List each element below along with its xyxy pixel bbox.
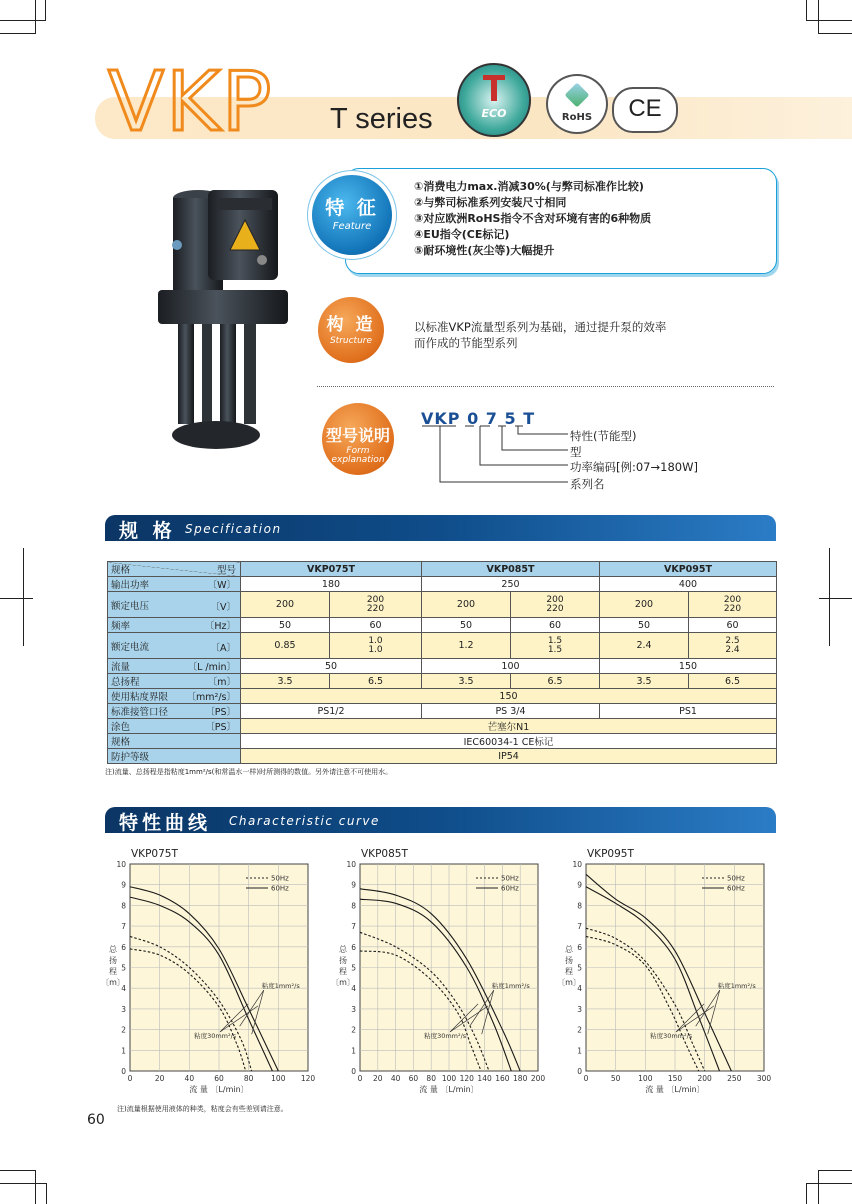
row-label: 输出功率 〔W〕 — [108, 577, 241, 592]
y-tick-label: 4 — [577, 984, 582, 994]
crop-mark — [806, 1183, 807, 1204]
y-tick-label: 0 — [351, 1067, 356, 1076]
y-tick-label: 5 — [577, 963, 582, 973]
y-axis-label: 扬 — [339, 956, 347, 965]
corner-cell — [108, 562, 241, 577]
viscosity-1-label: 粘度1mm²/s — [717, 982, 756, 991]
x-tick-label: 80 — [243, 1074, 254, 1083]
ce-badge — [612, 87, 678, 133]
viscosity-30-label: 粘度30mm²/s — [424, 1031, 467, 1040]
table-cell: 2.5 2.4 — [689, 633, 777, 659]
table-cell: PS1 — [600, 704, 777, 719]
y-tick-label: 9 — [351, 880, 356, 890]
x-tick-label: 0 — [357, 1074, 363, 1083]
y-axis-label: 〔m〕 — [101, 978, 125, 987]
y-tick-label: 1 — [121, 1046, 126, 1056]
legend-label-50hz: 50Hz — [271, 874, 289, 883]
y-axis-label: 总 — [339, 945, 347, 954]
table-cell: 250 — [422, 577, 600, 592]
y-tick-label: 9 — [577, 880, 582, 890]
legend-label-60hz: 60Hz — [727, 884, 745, 893]
table-row — [108, 562, 777, 577]
x-tick-label: 180 — [513, 1074, 528, 1083]
table-cell: 60 — [689, 618, 777, 633]
y-tick-label: 6 — [577, 942, 582, 952]
x-tick-label: 60 — [408, 1074, 419, 1083]
table-row — [108, 704, 777, 719]
x-tick-label: 100 — [638, 1074, 653, 1083]
table-row — [108, 633, 777, 659]
form-circle — [322, 403, 394, 475]
ce-label: CE — [628, 95, 662, 122]
viscosity-30-label: 粘度30mm²/s — [194, 1031, 237, 1040]
y-tick-label: 0 — [121, 1067, 126, 1076]
model-header: VKP085T — [422, 562, 600, 577]
y-tick-label: 10 — [116, 860, 126, 869]
corner-left: 规格 — [111, 565, 131, 576]
y-tick-label: 3 — [577, 1004, 582, 1014]
table-cell: 50 — [241, 618, 330, 633]
y-tick-label: 0 — [577, 1067, 582, 1076]
table-row — [108, 734, 777, 749]
y-tick-label: 1 — [577, 1046, 582, 1056]
table-row — [108, 577, 777, 592]
table-cell: 3.5 — [422, 674, 511, 689]
x-tick-label: 300 — [756, 1074, 772, 1083]
table-row — [108, 592, 777, 618]
crop-mark — [818, 0, 819, 33]
feature-label: 特 征 — [325, 197, 379, 219]
rohs-badge — [546, 74, 608, 134]
row-label: 防护等级 — [108, 749, 241, 764]
structure-text — [414, 319, 714, 351]
crop-mark — [818, 33, 852, 34]
y-tick-label: 3 — [121, 1004, 126, 1014]
y-axis-label: 扬 — [565, 956, 573, 965]
divider — [317, 386, 774, 387]
crop-mark — [0, 1170, 35, 1171]
y-axis-label: 总 — [109, 945, 117, 954]
feature-item: ②与弊司标准系列安装尺寸相同 — [414, 196, 567, 209]
table-cell: 1.5 1.5 — [511, 633, 600, 659]
row-label: 涂色 〔PS〕 — [108, 719, 241, 734]
y-axis-label: 总 — [565, 945, 573, 954]
table-cell: 150 — [600, 659, 777, 674]
x-tick-label: 20 — [154, 1074, 165, 1083]
crop-mark — [806, 1183, 852, 1184]
structure-circle — [318, 297, 384, 363]
table-cell: 芒塞尔N1 — [241, 719, 777, 734]
y-axis-label: 程 — [565, 967, 573, 976]
chart-title: VKP095T — [587, 848, 634, 860]
curve-chart-vkp095t — [556, 856, 782, 1096]
row-label: 标准接管口径 〔PS〕 — [108, 704, 241, 719]
corner-right: 型号 — [216, 565, 236, 576]
table-cell: 3.5 — [241, 674, 330, 689]
table-cell: 200 — [600, 592, 689, 618]
feature-item: ⑤耐环境性(灰尘等)大幅提升 — [414, 244, 555, 257]
y-tick-label: 10 — [346, 860, 356, 869]
x-tick-label: 0 — [583, 1074, 589, 1083]
row-label: 使用粘度界限 〔mm²/s〕 — [108, 689, 241, 704]
y-tick-label: 6 — [121, 942, 126, 952]
chart-title: VKP075T — [131, 848, 178, 860]
table-cell: 6.5 — [511, 674, 600, 689]
eco-t-icon — [483, 75, 505, 101]
rohs-label: RoHS — [561, 112, 593, 123]
y-tick-label: 5 — [121, 963, 126, 973]
brand-logo: VKP — [108, 55, 274, 150]
rohs-cube-icon — [565, 83, 590, 108]
y-tick-label: 4 — [121, 984, 126, 994]
spec-table — [107, 561, 777, 764]
legend-label-60hz: 60Hz — [501, 884, 519, 893]
feature-circle — [312, 175, 392, 255]
y-tick-label: 10 — [572, 860, 582, 869]
y-tick-label: 8 — [121, 901, 126, 911]
crop-mark — [45, 0, 46, 20]
curve-section-title-en: Characteristic curve — [229, 814, 380, 828]
spec-note: 注)流量、总扬程是指粘度1mm²/s(和常温水一样)时所测得的数值。另外请注意不可使用水。 — [105, 768, 393, 776]
code-part-series: 系列名 — [570, 477, 605, 491]
model-header: VKP075T — [241, 562, 422, 577]
crop-mark — [35, 1170, 36, 1204]
structure-label-en: Structure — [329, 336, 373, 346]
crop-mark — [0, 20, 46, 21]
table-cell: 60 — [511, 618, 600, 633]
table-cell: 200 — [241, 592, 330, 618]
y-tick-label: 8 — [577, 901, 582, 911]
table-cell: PS1/2 — [241, 704, 422, 719]
crop-mark — [818, 1170, 852, 1171]
table-cell: 180 — [241, 577, 422, 592]
y-tick-label: 6 — [351, 942, 356, 952]
x-tick-label: 40 — [184, 1074, 195, 1083]
y-axis-label: 〔m〕 — [331, 978, 355, 987]
x-tick-label: 120 — [459, 1074, 474, 1083]
model-header: VKP095T — [600, 562, 777, 577]
x-tick-label: 140 — [477, 1074, 492, 1083]
page-number: 60 — [87, 1112, 105, 1128]
table-cell: PS 3/4 — [422, 704, 600, 719]
code-part-feature: 特性(节能型) — [570, 429, 637, 443]
feature-item: ④EU指令(CE标记) — [414, 228, 510, 241]
y-tick-label: 1 — [351, 1046, 356, 1056]
y-tick-label: 3 — [351, 1004, 356, 1014]
table-cell: 6.5 — [330, 674, 422, 689]
table-cell: 200 — [422, 592, 511, 618]
x-axis-label: 流 量 〔L/min〕 — [189, 1085, 249, 1094]
table-cell: 3.5 — [600, 674, 689, 689]
y-tick-label: 5 — [351, 963, 356, 973]
table-row — [108, 689, 777, 704]
spec-section-bar — [105, 515, 776, 541]
y-tick-label: 2 — [577, 1025, 582, 1035]
table-cell: 200 220 — [689, 592, 777, 618]
crop-mark — [818, 1170, 819, 1204]
form-label-en2: explanation — [331, 455, 385, 465]
row-label: 规格 — [108, 734, 241, 749]
table-cell: 150 — [241, 689, 777, 704]
y-tick-label: 7 — [351, 922, 356, 932]
x-tick-label: 40 — [390, 1074, 401, 1083]
x-tick-label: 100 — [441, 1074, 457, 1083]
crop-mark — [0, 598, 33, 599]
form-label-en: Form — [346, 446, 370, 456]
crop-mark — [0, 33, 36, 34]
pump-image — [150, 180, 300, 460]
table-row — [108, 719, 777, 734]
x-tick-label: 200 — [530, 1074, 546, 1083]
x-axis-label: 流 量 〔L/min〕 — [645, 1085, 705, 1094]
crop-mark — [0, 1183, 46, 1184]
y-tick-label: 7 — [577, 922, 582, 932]
table-row — [108, 749, 777, 764]
row-label: 流量 〔L /min〕 — [108, 659, 241, 674]
row-label: 总扬程 〔m〕 — [108, 674, 241, 689]
x-tick-label: 120 — [300, 1074, 316, 1083]
x-tick-label: 150 — [667, 1074, 683, 1083]
x-tick-label: 160 — [495, 1074, 510, 1083]
crop-mark — [806, 0, 807, 20]
viscosity-1-label: 粘度1mm²/s — [491, 982, 530, 991]
row-label: 频率 〔Hz〕 — [108, 618, 241, 633]
structure-label: 构 造 — [326, 315, 376, 335]
crop-mark — [35, 0, 36, 33]
table-cell: 400 — [600, 577, 777, 592]
table-cell: 1.2 — [422, 633, 511, 659]
x-tick-label: 80 — [426, 1074, 436, 1083]
structure-line: 而作成的节能型系列 — [414, 336, 518, 350]
y-axis-label: 程 — [109, 967, 117, 976]
table-cell: 6.5 — [689, 674, 777, 689]
table-cell: 200 220 — [511, 592, 600, 618]
x-tick-label: 250 — [727, 1074, 742, 1083]
y-tick-label: 4 — [351, 984, 356, 994]
table-cell: 2.4 — [600, 633, 689, 659]
viscosity-1-label: 粘度1mm²/s — [261, 982, 300, 991]
legend-label-50hz: 50Hz — [727, 874, 745, 883]
table-cell: IEC60034-1 CE标记 — [241, 734, 777, 749]
crop-mark — [806, 20, 852, 21]
legend-label-60hz: 60Hz — [271, 884, 289, 893]
feature-list — [414, 179, 651, 259]
x-tick-label: 60 — [214, 1074, 224, 1083]
table-cell: 50 — [600, 618, 689, 633]
table-cell: 50 — [422, 618, 511, 633]
table-cell: 60 — [330, 618, 422, 633]
y-axis-label: 程 — [339, 967, 347, 976]
chart-title: VKP085T — [361, 848, 408, 860]
form-label: 型号说明 — [325, 426, 390, 445]
viscosity-30-label: 粘度30mm²/s — [650, 1031, 693, 1040]
y-tick-label: 7 — [121, 922, 126, 932]
code-connectors — [420, 424, 570, 486]
spec-section-title-en: Specification — [185, 522, 282, 536]
table-row — [108, 618, 777, 633]
feature-item: ③对应欧洲RoHS指令不含对环境有害的6种物质 — [414, 212, 652, 225]
y-axis-label: 〔m〕 — [557, 978, 581, 987]
model-code: VKP 0 7 5 T — [421, 409, 536, 428]
code-part-power: 功率编码[例:07→180W] — [570, 460, 698, 474]
table-cell: 1.0 1.0 — [330, 633, 422, 659]
curve-chart-vkp085t — [330, 856, 556, 1096]
crop-mark — [829, 548, 830, 646]
eco-badge — [457, 63, 531, 137]
spec-section-title: 规 格 — [119, 520, 176, 542]
legend-label-50hz: 50Hz — [501, 874, 519, 883]
x-tick-label: 100 — [271, 1074, 286, 1083]
x-tick-label: 200 — [697, 1074, 712, 1083]
table-row — [108, 659, 777, 674]
crop-mark — [23, 548, 24, 646]
structure-line: 以标准VKP流量型系列为基础，通过提升泵的效率 — [414, 320, 667, 334]
table-row — [108, 674, 777, 689]
curve-section-title: 特性曲线 — [119, 812, 212, 834]
eco-label: ECO — [481, 107, 507, 120]
x-axis-label: 流 量 〔L/min〕 — [419, 1085, 479, 1094]
x-tick-label: 20 — [373, 1074, 383, 1083]
x-tick-label: 50 — [610, 1074, 621, 1083]
curve-section-bar — [105, 807, 776, 833]
curve-note: 注)流量根据使用液体的种类，粘度会有些差别请注意。 — [117, 1105, 288, 1113]
x-tick-label: 0 — [127, 1074, 133, 1083]
table-cell: IP54 — [241, 749, 777, 764]
table-cell: 0.85 — [241, 633, 330, 659]
table-cell: 100 — [422, 659, 600, 674]
code-part-type: 型 — [570, 445, 582, 459]
row-label: 额定电流 〔A〕 — [108, 633, 241, 659]
row-label: 额定电压 〔V〕 — [108, 592, 241, 618]
curve-chart-vkp075t — [100, 856, 326, 1096]
series-title: T series — [330, 103, 433, 135]
table-cell: 50 — [241, 659, 422, 674]
y-tick-label: 8 — [351, 901, 356, 911]
feature-item: ①消费电力max.消减30%(与弊司标准作比较) — [414, 180, 644, 193]
y-tick-label: 2 — [121, 1025, 126, 1035]
crop-mark — [819, 598, 852, 599]
crop-mark — [46, 1183, 47, 1204]
y-tick-label: 2 — [351, 1025, 356, 1035]
feature-label-en: Feature — [332, 221, 372, 232]
table-cell: 200 220 — [330, 592, 422, 618]
y-axis-label: 扬 — [109, 956, 117, 965]
y-tick-label: 9 — [121, 880, 126, 890]
